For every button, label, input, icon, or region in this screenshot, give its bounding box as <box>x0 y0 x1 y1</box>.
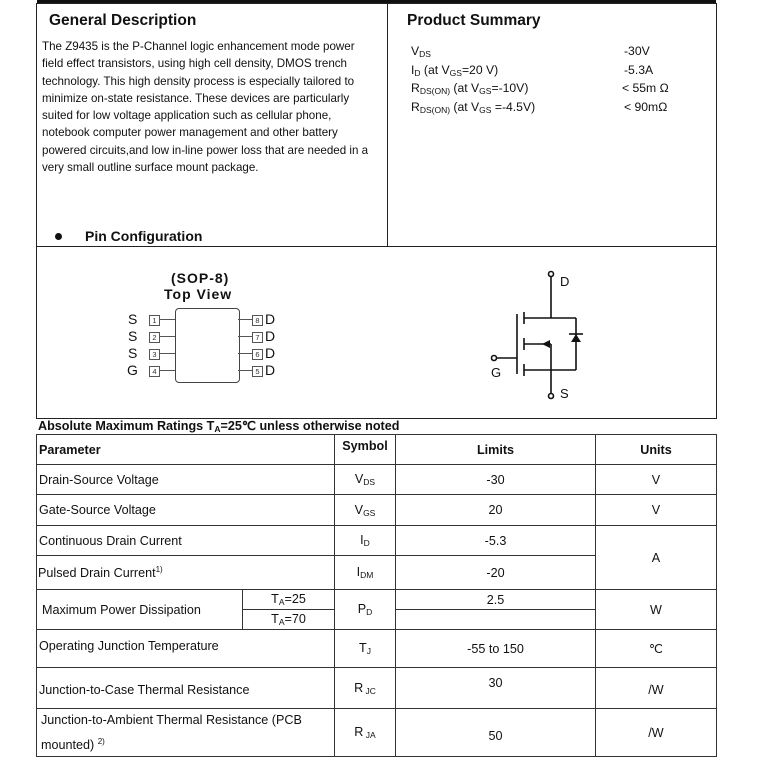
pin-3-name: S <box>128 345 138 361</box>
pin-2-name: S <box>128 328 138 344</box>
header-units: Units <box>596 435 717 465</box>
summary-row-id: $I_D$ (at $V_{GS}=20$ V) <box>411 63 499 78</box>
pin-4-lead <box>160 370 175 371</box>
product-summary-heading: Product Summary <box>407 12 541 29</box>
table-header-row <box>37 435 717 465</box>
table-row <box>37 709 717 757</box>
view-label: Top View <box>164 286 233 302</box>
param-rja-line2: mounted) $^{2)}$ <box>41 737 105 753</box>
summary-row-vds: $V_{DS}$ <box>411 44 431 59</box>
pin-2-number: 2 <box>149 332 160 343</box>
param-vgs: Gate-Source Voltage <box>37 495 335 526</box>
param-rjc: Junction-to-Case Thermal Resistance <box>37 668 335 709</box>
table-row <box>37 668 717 709</box>
unit-current: A <box>596 526 717 590</box>
summary-value-id: -5.3A <box>624 63 654 77</box>
pin-8-number: 8 <box>252 315 263 326</box>
absolute-max-ratings-table <box>36 434 717 757</box>
pin-1-number: 1 <box>149 315 160 326</box>
limit-idm: -20 <box>396 556 596 590</box>
source-label: S <box>560 386 569 401</box>
ratings-title: Absolute Maximum Ratings $T_A=25℃$ unless otherwise noted <box>38 419 400 434</box>
general-description-heading: General Description <box>49 12 197 29</box>
desc-line: powered circuits,and low in-line power loss that are needed in a <box>42 143 369 157</box>
pin-7-lead <box>238 336 252 337</box>
pin-3-number: 3 <box>149 349 160 360</box>
summary-row-rdson-10v: $R_{DS(ON)}$ (at $V_{GS}=-10V$) <box>411 81 529 96</box>
limit-tj: -55 to 150 <box>396 630 596 668</box>
param-vds: Drain-Source Voltage <box>37 465 335 495</box>
summary-value-rdson-10v: < 55m Ω <box>622 81 669 95</box>
symbol-vgs: $V_{GS}$ <box>335 495 396 526</box>
p-channel-mosfet-symbol-icon <box>480 266 610 406</box>
table-row <box>37 465 717 495</box>
pin-1-lead <box>160 319 175 320</box>
desc-line: field effect transistors, using high cell density, DMOS trench <box>42 57 348 71</box>
pin-7-number: 7 <box>252 332 263 343</box>
unit-pd: W <box>596 590 717 630</box>
desc-line: suited for low voltage application such as cellular phone, <box>42 109 332 123</box>
symbol-pd: $P_D$ <box>335 590 396 630</box>
bullet-icon <box>55 233 62 240</box>
diode-triangle <box>571 334 581 342</box>
desc-line: very small outline surface mount package. <box>42 161 259 175</box>
desc-line: notebook computer power management and other battery <box>42 126 338 140</box>
gate-label: G <box>491 365 502 380</box>
pin-1-name: S <box>128 311 138 327</box>
table-row <box>37 495 717 526</box>
unit-rjc: /W <box>596 668 717 709</box>
pin-2-lead <box>160 336 175 337</box>
summary-value-rdson-4v5: < 90mΩ <box>624 100 668 114</box>
table-row <box>37 630 717 668</box>
summary-value-vds: -30V <box>624 44 650 58</box>
product-summary-box <box>387 3 717 247</box>
pd-condition-70: $T_A=70$ <box>243 610 335 630</box>
param-idm: Pulsed Drain Current$^{1)}$ <box>37 556 335 590</box>
pd-condition-25: $T_A=25$ <box>243 590 335 610</box>
pin-6-name: D <box>265 345 276 361</box>
pin-5-name: D <box>265 362 276 378</box>
limit-pd-25: 2.5 <box>396 590 596 610</box>
pin-8-name: D <box>265 311 276 327</box>
param-tj: Operating Junction Temperature <box>37 630 335 668</box>
pin-6-lead <box>238 353 252 354</box>
pin-diagram-box <box>36 246 717 419</box>
param-pd: Maximum Power Dissipation <box>37 590 243 630</box>
header-symbol: Symbol <box>335 435 396 465</box>
unit-vds: V <box>596 465 717 495</box>
symbol-rjc: R $_{JC}$ <box>335 668 396 709</box>
unit-tj: ℃ <box>596 630 717 668</box>
limit-pd-70 <box>396 610 596 630</box>
header-limits: Limits <box>396 435 596 465</box>
summary-row-rdson-4v5: $R_{DS(ON)}$ (at $V_{GS} =-4.5V$) <box>411 100 536 115</box>
param-rja <box>37 709 335 757</box>
table-row <box>37 526 717 556</box>
pin-5-lead <box>238 370 252 371</box>
pin-configuration-heading: Pin Configuration <box>85 228 203 244</box>
symbol-vds: $V_{DS}$ <box>335 465 396 495</box>
pin-6-number: 6 <box>252 349 263 360</box>
param-id: Continuous Drain Current <box>37 526 335 556</box>
pin-3-lead <box>160 353 175 354</box>
param-rja-line1: Junction-to-Ambient Thermal Resistance (PCB <box>41 713 302 727</box>
symbol-idm: $I_{DM}$ <box>335 556 396 590</box>
limit-vgs: 20 <box>396 495 596 526</box>
desc-line: The Z9435 is the P-Channel logic enhancement mode power <box>42 40 355 53</box>
package-label: (SOP-8) <box>171 270 230 286</box>
desc-line: technology. This high density process is especially tailored to <box>42 74 355 88</box>
table-row <box>37 590 717 610</box>
limit-rja: 50 <box>396 709 596 757</box>
ic-package-body <box>175 308 240 383</box>
unit-rja: /W <box>596 709 717 757</box>
symbol-rja: R $_{JA}$ <box>335 709 396 757</box>
pin-4-number: 4 <box>149 366 160 377</box>
pin-8-lead <box>238 319 252 320</box>
desc-line: minimize on-state resistance. These devices are particularly <box>42 91 350 105</box>
unit-vgs: V <box>596 495 717 526</box>
body-diode-arrow <box>542 340 550 348</box>
general-description-text <box>42 38 383 176</box>
limit-vds: -30 <box>396 465 596 495</box>
pin-4-name: G <box>127 362 139 378</box>
pin-5-number: 5 <box>252 366 263 377</box>
header-parameter: Parameter <box>37 435 335 465</box>
symbol-id: $I_D$ <box>335 526 396 556</box>
limit-rjc: 30 <box>396 668 596 709</box>
symbol-tj: $T_J$ <box>335 630 396 668</box>
pin-7-name: D <box>265 328 276 344</box>
limit-id: -5.3 <box>396 526 596 556</box>
drain-label: D <box>560 274 570 289</box>
